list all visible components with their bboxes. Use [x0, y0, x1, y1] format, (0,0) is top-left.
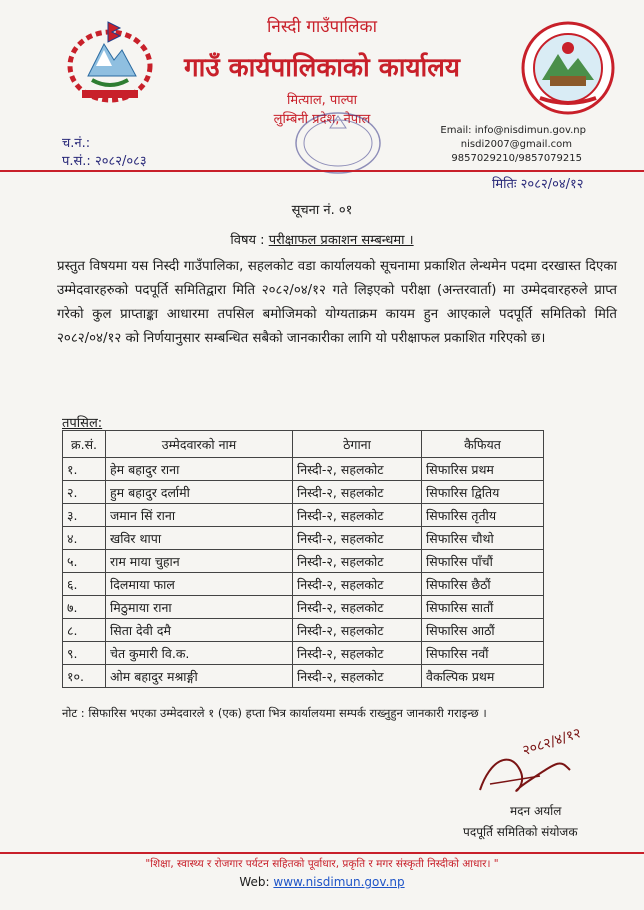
cell-remarks: सिफारिस पाँचौं — [422, 550, 544, 573]
table-row — [63, 665, 544, 688]
cell-name: राम माया चुहान — [106, 550, 293, 573]
cell-address: निस्दी-२, सहलकोट — [293, 458, 422, 481]
cell-address: निस्दी-२, सहलकोट — [293, 527, 422, 550]
cell-serial: १. — [63, 458, 106, 481]
notice-number: सूचना नं. ०१ — [291, 203, 353, 218]
signatory-role: पदपूर्ति समितिको संयोजक — [463, 825, 578, 839]
note-text: नोट : सिफारिस भएका उम्मेदवारले १ (एक) हप्ता भित्र कार्यालयमा सम्पर्क राख्नुहुन जानकारी गराइन्छ । — [62, 706, 487, 720]
result-table — [62, 430, 544, 688]
table-row — [63, 458, 544, 481]
footer-web — [0, 875, 644, 889]
cell-remarks: वैकल्पिक प्रथम — [422, 665, 544, 688]
cell-name: जमान सिं राना — [106, 504, 293, 527]
cell-address: निस्दी-२, सहलकोट — [293, 619, 422, 642]
cell-name: खविर थापा — [106, 527, 293, 550]
subject-line — [0, 230, 644, 248]
header-divider — [0, 170, 644, 172]
table-row — [63, 481, 544, 504]
cell-remarks: सिफारिस चौथो — [422, 527, 544, 550]
body-paragraph: प्रस्तुत विषयमा यस निस्दी गाउँपालिका, सहलकोट वडा कार्यालयको सूचनामा प्रकाशित लेन्थमेन पदमा दरखास्त दिएका उम्मेदवारहरुको पदपूर्ति समितिद्वारा मिति २०८२/०४/१२ गते लिइएको परीक्षा (अन्तरवार्ता) मा उम्मेदवारहरुले प्राप्त गरेको कुल प्राप्ताङ्का आधारमा तपसिल बमोजिमको योग्यताक्रम कायम हुन आएकाले पदपूर्ति समितिको मिति २०८२/०४/१२ को निर्णयानुसार सम्बन्धित सबैको जानकारीका लागि यो परीक्षाफल प्रकाशित गरिएको छ। — [57, 259, 617, 346]
cell-serial: ८. — [63, 619, 106, 642]
signatory-name: मदन अर्याल — [510, 804, 562, 818]
subject-label: विषय : — [230, 233, 265, 248]
cell-address: निस्दी-२, सहलकोट — [293, 573, 422, 596]
cell-address: निस्दी-२, सहलकोट — [293, 481, 422, 504]
office-title: गाउँ कार्यपालिकाको कार्यालय — [184, 53, 460, 83]
cell-remarks: सिफारिस सातौं — [422, 596, 544, 619]
letter-date: मितिः २०८२/०४/१२ — [492, 177, 584, 192]
cell-serial: ३. — [63, 504, 106, 527]
office-province: लुम्बिनी प्रदेश, नेपाल — [273, 112, 371, 127]
cell-serial: ५. — [63, 550, 106, 573]
cell-name: सिता देवी दमै — [106, 619, 293, 642]
cell-address: निस्दी-२, सहलकोट — [293, 665, 422, 688]
table-row — [63, 573, 544, 596]
office-stamp — [290, 108, 386, 178]
contact-phone: 9857029210/9857079215 — [451, 153, 582, 164]
cell-remarks: सिफारिस द्वितिय — [422, 481, 544, 504]
col-name: उम्मेदवारको नाम — [106, 431, 293, 458]
cell-serial: ६. — [63, 573, 106, 596]
table-header-row — [63, 431, 544, 458]
tapsil-label: तपसिल: — [62, 416, 103, 431]
subject-text: परीक्षाफल प्रकाशन सम्बन्धमा । — [268, 233, 414, 248]
cell-remarks: सिफारिस तृतीय — [422, 504, 544, 527]
cell-serial: ७. — [63, 596, 106, 619]
table-row — [63, 619, 544, 642]
cell-serial: २. — [63, 481, 106, 504]
col-serial: क्र.सं. — [63, 431, 106, 458]
cell-remarks: सिफारिस आठौं — [422, 619, 544, 642]
handwritten-date: २०८२/४/१२ — [520, 725, 584, 760]
cell-address: निस्दी-२, सहलकोट — [293, 550, 422, 573]
cell-serial: १०. — [63, 665, 106, 688]
footer-slogan: "शिक्षा, स्वास्थ्य र रोजगार पर्यटन सहितको पूर्वाधार, प्रकृति र मगर संस्कृती निस्दीको आधार। " — [145, 858, 499, 870]
table-row — [63, 642, 544, 665]
cell-address: निस्दी-२, सहलकोट — [293, 596, 422, 619]
cell-serial: ४. — [63, 527, 106, 550]
cell-name: हेम बहादुर राना — [106, 458, 293, 481]
cell-name: मिठुमाया राना — [106, 596, 293, 619]
website-link[interactable]: www.nisdimun.gov.np — [273, 875, 405, 889]
cell-remarks: सिफारिस छैठौं — [422, 573, 544, 596]
cell-serial: ९. — [63, 642, 106, 665]
table-row — [63, 527, 544, 550]
municipality-name: निस्दी गाउँपालिका — [266, 17, 378, 37]
table-row — [63, 550, 544, 573]
cell-address: निस्दी-२, सहलकोट — [293, 504, 422, 527]
web-label: Web: — [239, 875, 270, 889]
cell-remarks: सिफारिस प्रथम — [422, 458, 544, 481]
contact-email-1: Email: info@nisdimun.gov.np — [440, 125, 586, 136]
cell-name: हुम बहादुर दर्लामी — [106, 481, 293, 504]
cell-address: निस्दी-२, सहलकोट — [293, 642, 422, 665]
cell-name: दिलमाया फाल — [106, 573, 293, 596]
cell-remarks: सिफारिस नवौं — [422, 642, 544, 665]
office-location: मित्याल, पाल्पा — [287, 93, 357, 108]
col-remarks: कैफियत — [422, 431, 544, 458]
footer-divider — [0, 852, 644, 854]
col-address: ठेगाना — [293, 431, 422, 458]
cell-name: ओम बहादुर मश्राङ्गी — [106, 665, 293, 688]
letter-number-label: च.नं.: — [62, 136, 91, 151]
table-row — [63, 504, 544, 527]
contact-email-2: nisdi2007@gmail.com — [460, 139, 572, 150]
table-row — [63, 596, 544, 619]
fiscal-year-number: प.सं.: २०८२/०८३ — [62, 154, 147, 169]
cell-name: चेत कुमारी वि.क. — [106, 642, 293, 665]
